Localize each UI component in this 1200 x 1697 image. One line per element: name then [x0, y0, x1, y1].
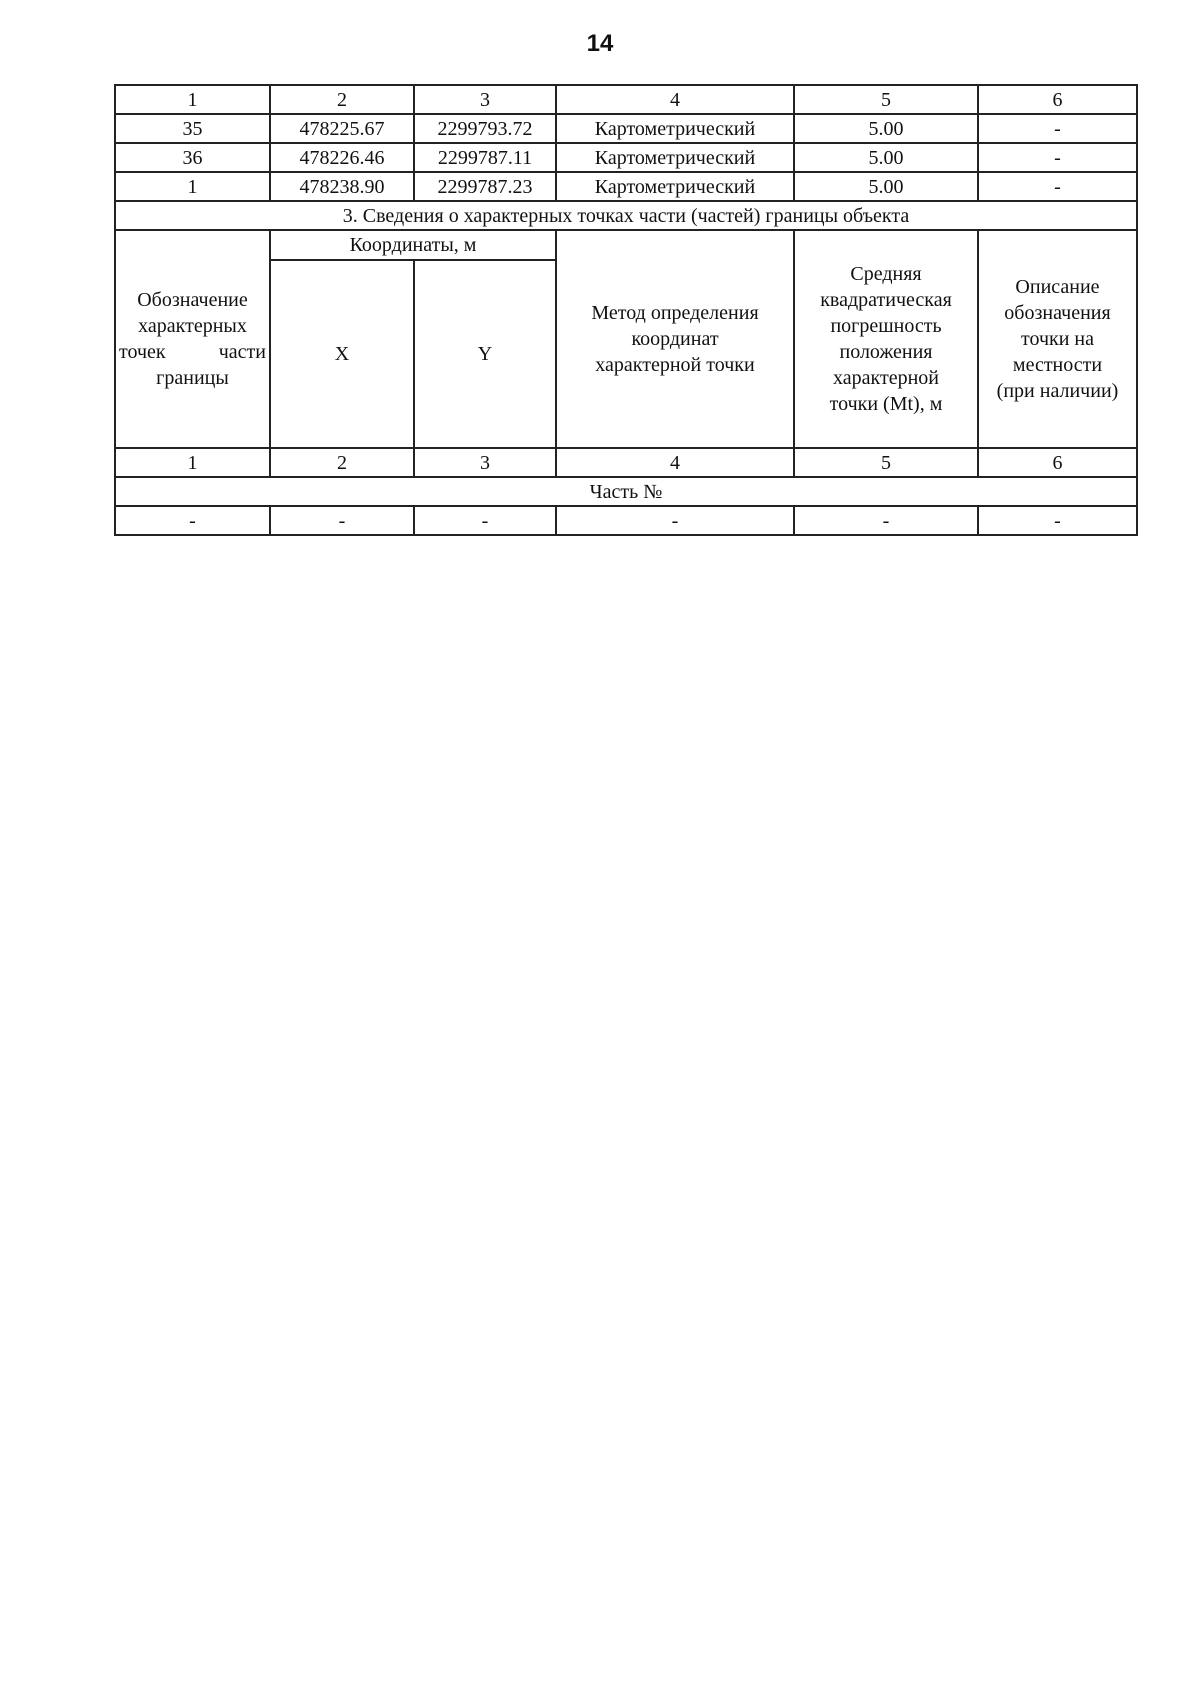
section-title: 3. Сведения о характерных точках части (частей) границы объекта: [115, 201, 1137, 230]
column-number: 6: [978, 85, 1137, 114]
mean-error-header: [794, 230, 978, 448]
mean-error-header-line: точки (Mt), м: [829, 393, 943, 415]
column-number-row: [115, 85, 1137, 114]
column-number: 5: [794, 85, 978, 114]
method: Картометрический: [556, 143, 794, 172]
description: -: [978, 172, 1137, 201]
part-row: [115, 477, 1137, 506]
designation-header: [115, 230, 270, 448]
mean-error-header-line: положения: [839, 341, 933, 363]
y-header: Y: [414, 260, 556, 448]
method-header: [556, 230, 794, 448]
table-row: [115, 172, 1137, 201]
y-coordinate: 2299787.23: [414, 172, 556, 201]
column-number: 2: [270, 85, 414, 114]
designation-header-line: Обозначение: [137, 289, 248, 311]
column-number: 4: [556, 85, 794, 114]
y-coordinate: 2299793.72: [414, 114, 556, 143]
method-header-line: координат: [631, 328, 719, 350]
mean-error: 5.00: [794, 172, 978, 201]
table-row: [115, 506, 1137, 535]
part-label: Часть №: [115, 477, 1137, 506]
y-coordinate: 2299787.11: [414, 143, 556, 172]
description-header-line: точки на: [1020, 328, 1095, 350]
designation-header-line: границы: [156, 367, 229, 389]
mean-error-header-line: квадратическая: [820, 289, 952, 311]
section-title-row: [115, 201, 1137, 230]
mean-error-header-line: характерной: [833, 367, 939, 389]
mean-error: 5.00: [794, 143, 978, 172]
description: -: [978, 143, 1137, 172]
x-coordinate: 478238.90: [270, 172, 414, 201]
column-number: 4: [556, 448, 794, 477]
header-row-top: [115, 230, 1137, 260]
designation-header-line: характерных: [138, 315, 247, 337]
mean-error: 5.00: [794, 114, 978, 143]
page-number: 14: [586, 30, 614, 57]
method: Картометрический: [556, 114, 794, 143]
column-number: 3: [414, 448, 556, 477]
mean-error-header-line: Средняя: [850, 263, 922, 285]
empty-cell: -: [978, 506, 1137, 535]
description: -: [978, 114, 1137, 143]
description-header: [978, 230, 1137, 448]
empty-cell: -: [414, 506, 556, 535]
column-number-row: [115, 448, 1137, 477]
x-header: X: [270, 260, 414, 448]
method-header-line: характерной точки: [595, 354, 755, 376]
column-number: 1: [115, 448, 270, 477]
designation-header-word: точек: [119, 341, 166, 363]
description-header-line: местности: [1012, 354, 1103, 376]
point-number: 36: [115, 143, 270, 172]
coordinates-header: Координаты, м: [270, 230, 556, 260]
x-coordinate: 478225.67: [270, 114, 414, 143]
designation-header-line: [119, 339, 266, 365]
point-number: 35: [115, 114, 270, 143]
column-number: 5: [794, 448, 978, 477]
empty-cell: -: [794, 506, 978, 535]
empty-cell: -: [270, 506, 414, 535]
boundary-points-table: [114, 84, 1138, 536]
description-header-line: Описание: [1015, 276, 1100, 298]
empty-cell: -: [556, 506, 794, 535]
empty-cell: -: [115, 506, 270, 535]
column-number: 2: [270, 448, 414, 477]
column-number: 6: [978, 448, 1137, 477]
x-coordinate: 478226.46: [270, 143, 414, 172]
method: Картометрический: [556, 172, 794, 201]
point-number: 1: [115, 172, 270, 201]
mean-error-header-line: погрешность: [830, 315, 942, 337]
column-number: 3: [414, 85, 556, 114]
table-row: [115, 143, 1137, 172]
method-header-line: Метод определения: [591, 302, 759, 324]
description-header-line: (при наличии): [996, 380, 1119, 402]
description-header-line: обозначения: [1004, 302, 1111, 324]
column-number: 1: [115, 85, 270, 114]
table-row: [115, 114, 1137, 143]
designation-header-word: части: [218, 341, 266, 363]
